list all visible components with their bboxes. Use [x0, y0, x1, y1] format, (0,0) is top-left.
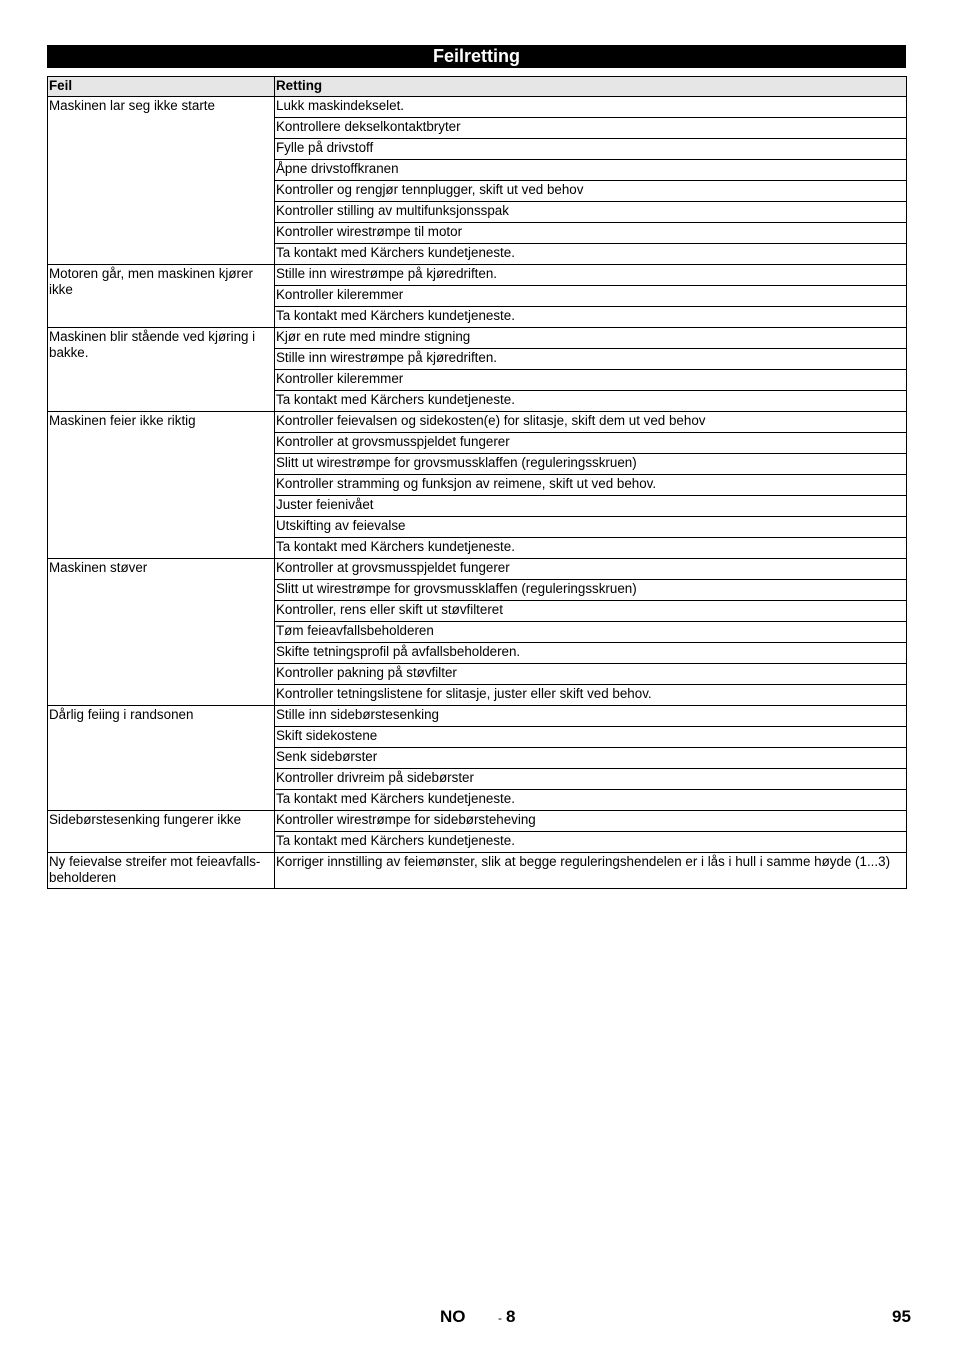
fault-cell: Maskinen støver	[48, 559, 275, 706]
remedy-column-header: Retting	[275, 77, 907, 97]
remedy-cell: Kontroller kileremmer	[275, 286, 907, 307]
table-row	[48, 265, 907, 286]
troubleshooting-table	[47, 76, 907, 889]
fault-cell: Maskinen feier ikke riktig	[48, 412, 275, 559]
remedy-cell: Kontroller stilling av multifunksjonsspak	[275, 202, 907, 223]
remedy-cell: Skift sidekostene	[275, 727, 907, 748]
fault-cell: Sidebørstesenking fungerer ikke	[48, 811, 275, 853]
remedy-cell: Slitt ut wirestrømpe for grovsmussklaffen (reguleringsskruen)	[275, 454, 907, 475]
page-number: 95	[892, 1307, 911, 1326]
language-code: NO	[440, 1307, 466, 1326]
remedy-cell: Ta kontakt med Kärchers kundetjeneste.	[275, 307, 907, 328]
fault-cell: Ny feievalse streifer mot feieavfalls-beholderen	[48, 853, 275, 889]
remedy-cell: Åpne drivstoffkranen	[275, 160, 907, 181]
fault-cell: Maskinen blir stående ved kjøring i bakke.	[48, 328, 275, 412]
remedy-cell: Ta kontakt med Kärchers kundetjeneste.	[275, 832, 907, 853]
table-row	[48, 853, 907, 889]
remedy-cell: Stille inn wirestrømpe på kjøredriften.	[275, 265, 907, 286]
fault-cell: Maskinen lar seg ikke starte	[48, 97, 275, 265]
remedy-cell: Kontroller, rens eller skift ut støvfilteret	[275, 601, 907, 622]
remedy-cell: Kontrollere dekselkontaktbryter	[275, 118, 907, 139]
remedy-cell: Kontroller wirestrømpe for sidebørsteheving	[275, 811, 907, 832]
remedy-cell: Kontroller kileremmer	[275, 370, 907, 391]
section-page-number: 8	[506, 1307, 516, 1326]
remedy-cell: Juster feienivået	[275, 496, 907, 517]
remedy-cell: Ta kontakt med Kärchers kundetjeneste.	[275, 538, 907, 559]
remedy-cell: Ta kontakt med Kärchers kundetjeneste.	[275, 244, 907, 265]
remedy-cell: Kontroller stramming og funksjon av reimene, skift ut ved behov.	[275, 475, 907, 496]
table-header-row	[48, 77, 907, 97]
remedy-cell: Skifte tetningsprofil på avfallsbeholderen.	[275, 643, 907, 664]
remedy-cell: Kjør en rute med mindre stigning	[275, 328, 907, 349]
remedy-cell: Fylle på drivstoff	[275, 139, 907, 160]
remedy-cell: Korriger innstilling av feiemønster, slik at begge reguleringshendelen er i lås i hull i samme høyde (1...3)	[275, 853, 907, 889]
remedy-cell: Senk sidebørster	[275, 748, 907, 769]
table-row	[48, 811, 907, 832]
table-row	[48, 328, 907, 349]
table-row	[48, 559, 907, 580]
remedy-cell: Stille inn sidebørstesenking	[275, 706, 907, 727]
fault-column-header: Feil	[48, 77, 275, 97]
remedy-cell: Kontroller drivreim på sidebørster	[275, 769, 907, 790]
remedy-cell: Kontroller at grovsmusspjeldet fungerer	[275, 433, 907, 454]
remedy-cell: Kontroller tetningslistene for slitasje, juster eller skift ved behov.	[275, 685, 907, 706]
remedy-cell: Kontroller wirestrømpe til motor	[275, 223, 907, 244]
section-page	[498, 1307, 515, 1327]
remedy-cell: Ta kontakt med Kärchers kundetjeneste.	[275, 790, 907, 811]
remedy-cell: Stille inn wirestrømpe på kjøredriften.	[275, 349, 907, 370]
fault-cell: Dårlig feiing i randsonen	[48, 706, 275, 811]
remedy-cell: Kontroller feievalsen og sidekosten(e) for slitasje, skift dem ut ved behov	[275, 412, 907, 433]
fault-cell: Motoren går, men maskinen kjører ikke	[48, 265, 275, 328]
remedy-cell: Kontroller og rengjør tennplugger, skift ut ved behov	[275, 181, 907, 202]
remedy-cell: Slitt ut wirestrømpe for grovsmussklaffen (reguleringsskruen)	[275, 580, 907, 601]
page-title: Feilretting	[47, 45, 906, 68]
table-row	[48, 706, 907, 727]
table-row	[48, 97, 907, 118]
remedy-cell: Utskifting av feievalse	[275, 517, 907, 538]
remedy-cell: Lukk maskindekselet.	[275, 97, 907, 118]
remedy-cell: Tøm feieavfallsbeholderen	[275, 622, 907, 643]
remedy-cell: Ta kontakt med Kärchers kundetjeneste.	[275, 391, 907, 412]
remedy-cell: Kontroller at grovsmusspjeldet fungerer	[275, 559, 907, 580]
page-dash: -	[498, 1311, 502, 1325]
remedy-cell: Kontroller pakning på støvfilter	[275, 664, 907, 685]
table-row	[48, 412, 907, 433]
